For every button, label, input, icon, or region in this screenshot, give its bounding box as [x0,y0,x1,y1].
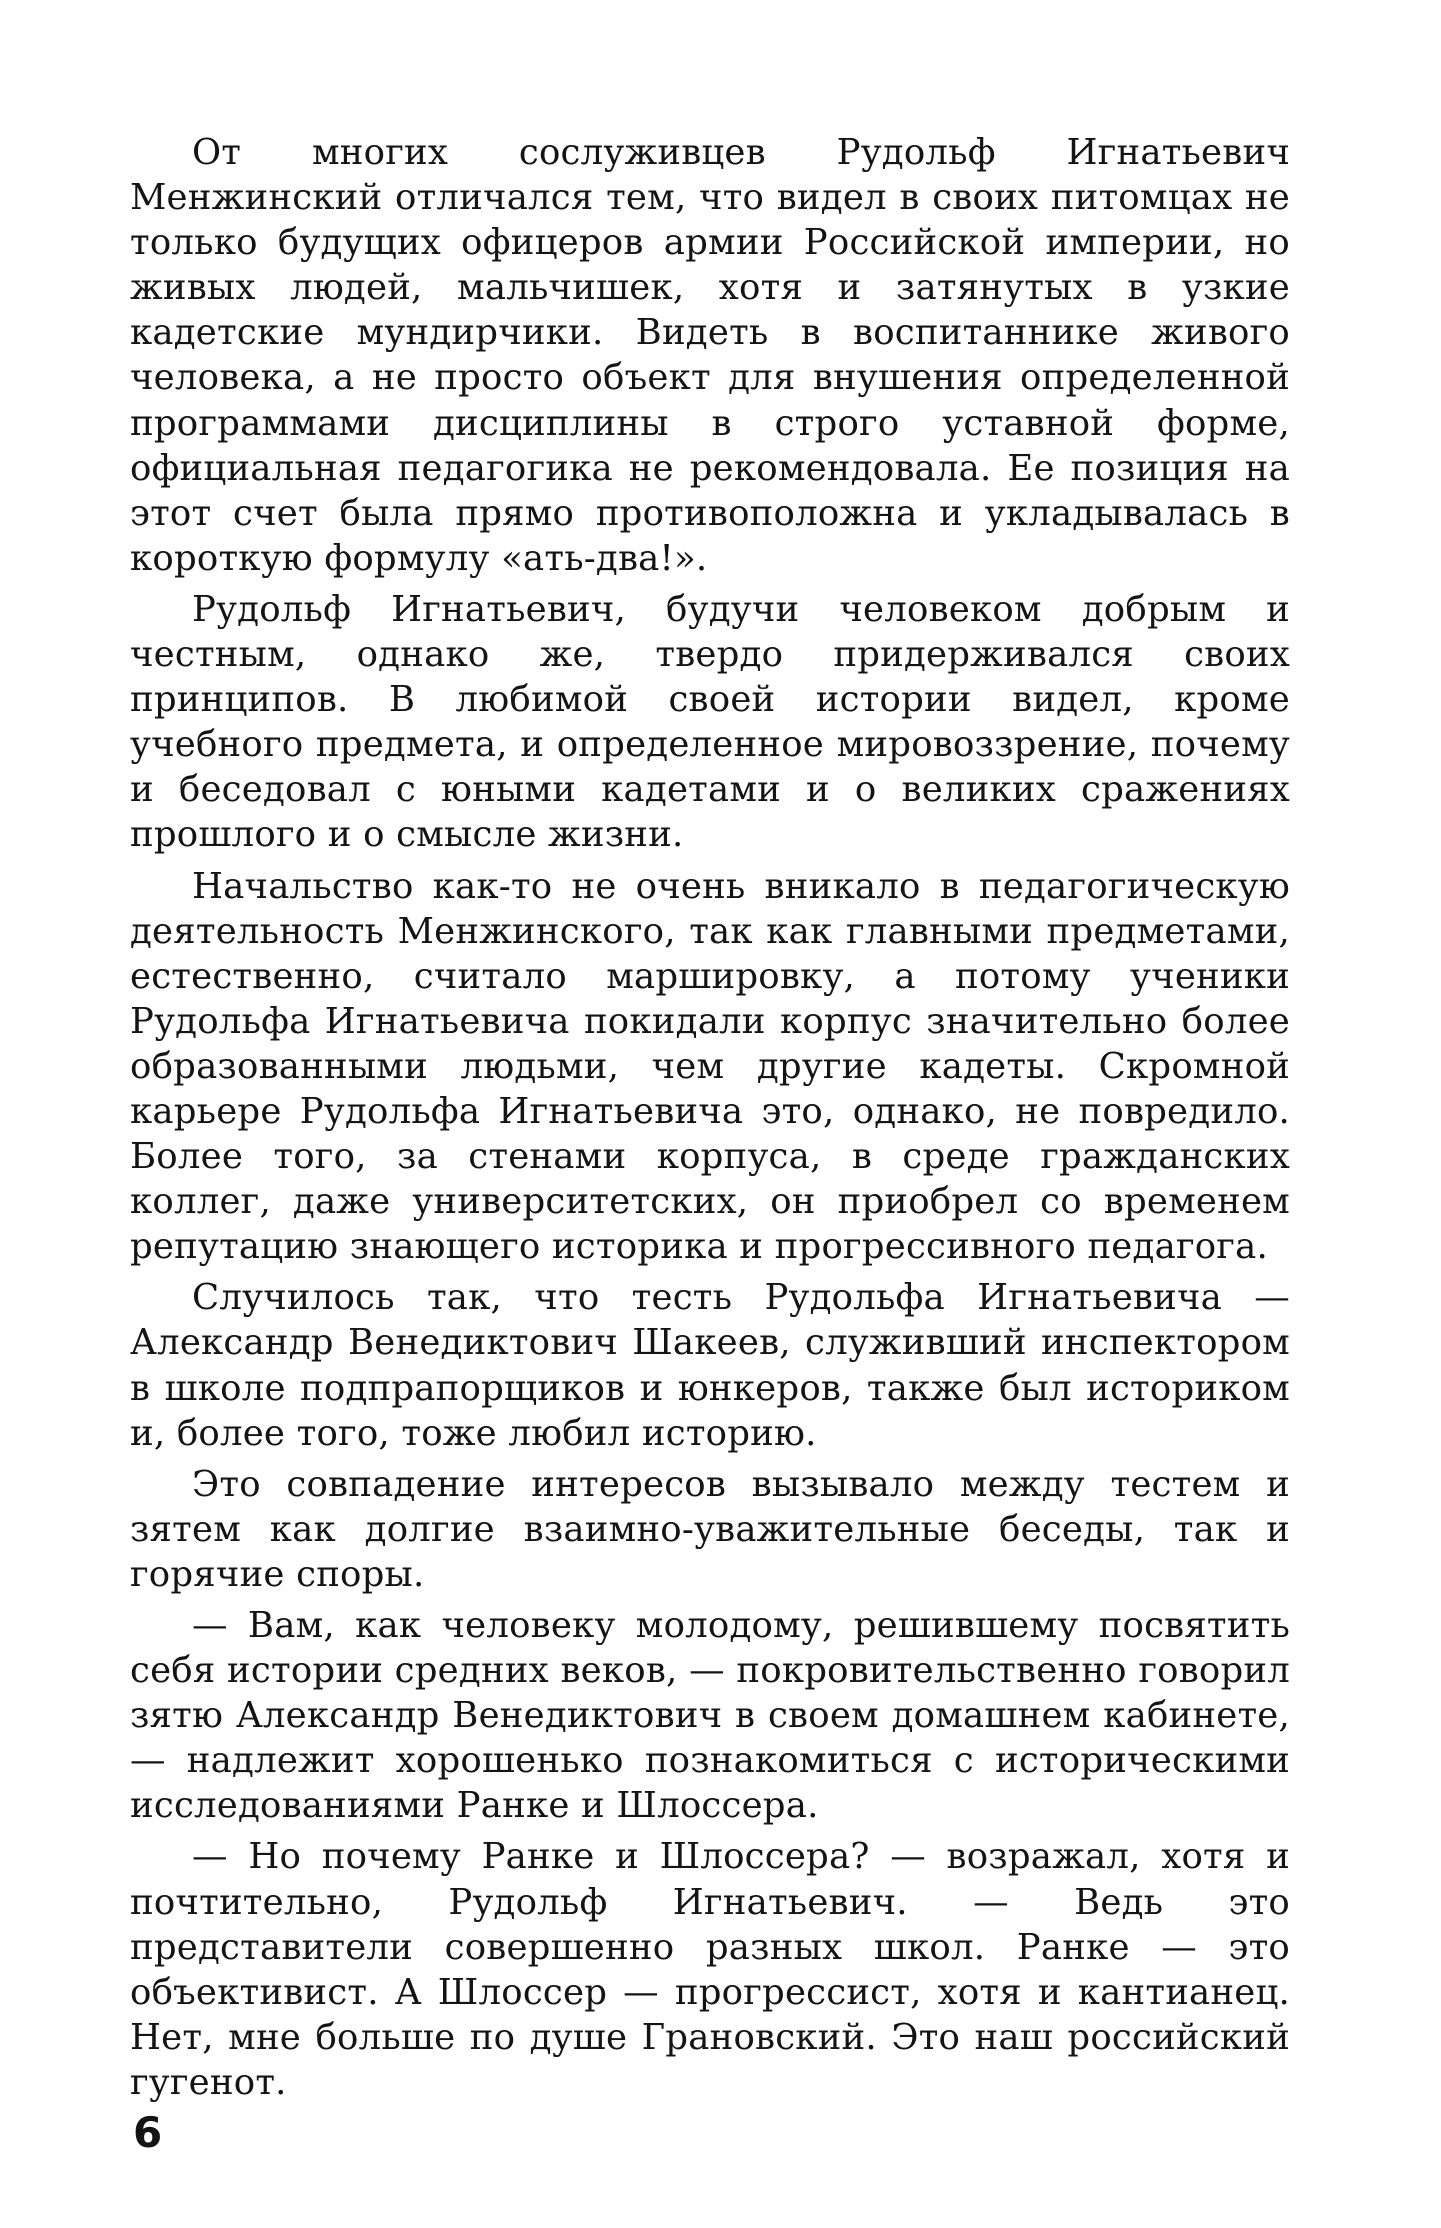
paragraph-2: Рудольф Игнатьевич, будучи человеком добрым и честным, однако же, твердо придерживался своих принципов. В любимой своей истории видел, кроме учебного предмета, и определенное мировоззрение, почему и беседовал с юными кадетами и о великих сражениях прошлого и о смысле жизни. [130,588,1290,856]
dialogue-paragraph-6: — Вам, как человеку молодому, решившему посвятить себя истории средних веков, — покровительственно говорил зятю Александр Венедиктович в своем домашнем кабинете, — надлежит хорошенько познакомиться с историческими исследованиями Ранке и Шлоссера. [130,1605,1290,1827]
page-number: 6 [133,2108,163,2157]
paragraph-4: Случилось так, что тесть Рудольфа Игнатьевича — Александр Венедиктович Шакеев, служивший инспектором в школе подпрапорщиков и юнкеров, также был историком и, более того, тоже любил историю. [130,1277,1290,1454]
dialogue-paragraph-7: — Но почему Ранке и Шлоссера? — возражал, хотя и почтительно, Рудольф Игнатьевич. — Ведь это представители совершенно разных школ. Ранке — это объективист. А Шлоссер — прогрессист, хотя и кантианец. Нет, мне больше по душе Грановский. Это наш российский гугенот. [130,1836,1290,2103]
paragraph-5: Это совпадение интересов вызывало между тестем и зятем как долгие взаимно-уважительные беседы, так и горячие споры. [130,1463,1290,1595]
paragraph-1: От многих сослуживцев Рудольф Игнатьевич Менжинский отличался тем, что видел в своих питомцах не только будущих офицеров армии Российской империи, но живых людей, мальчишек, хотя и затянутых в узкие кадетские мундирчики. Видеть в воспитаннике живого человека, а не просто объект для внушения определенной программами дисциплины в строго уставной форме, официальная педагогика не рекомендовала. Ее позиция на этот счет была прямо противоположна и укладывалась в короткую формулу «ать-два!». [130,132,1290,579]
paragraph-3: Начальство как-то не очень вникало в педагогическую деятельность Менжинского, так как главными предметами, естественно, считало маршировку, а потому ученики Рудольфа Игнатьевича покидали корпус значительно более образованными людьми, чем другие кадеты. Скромной карьере Рудольфа Игнатьевича это, однако, не повредило. Более того, за стенами корпуса, в среде гражданских коллег, даже университетских, он приобрел со временем репутацию знающего историка и прогрессивного педагога. [130,865,1290,1268]
page-text-column [130,130,1290,2111]
